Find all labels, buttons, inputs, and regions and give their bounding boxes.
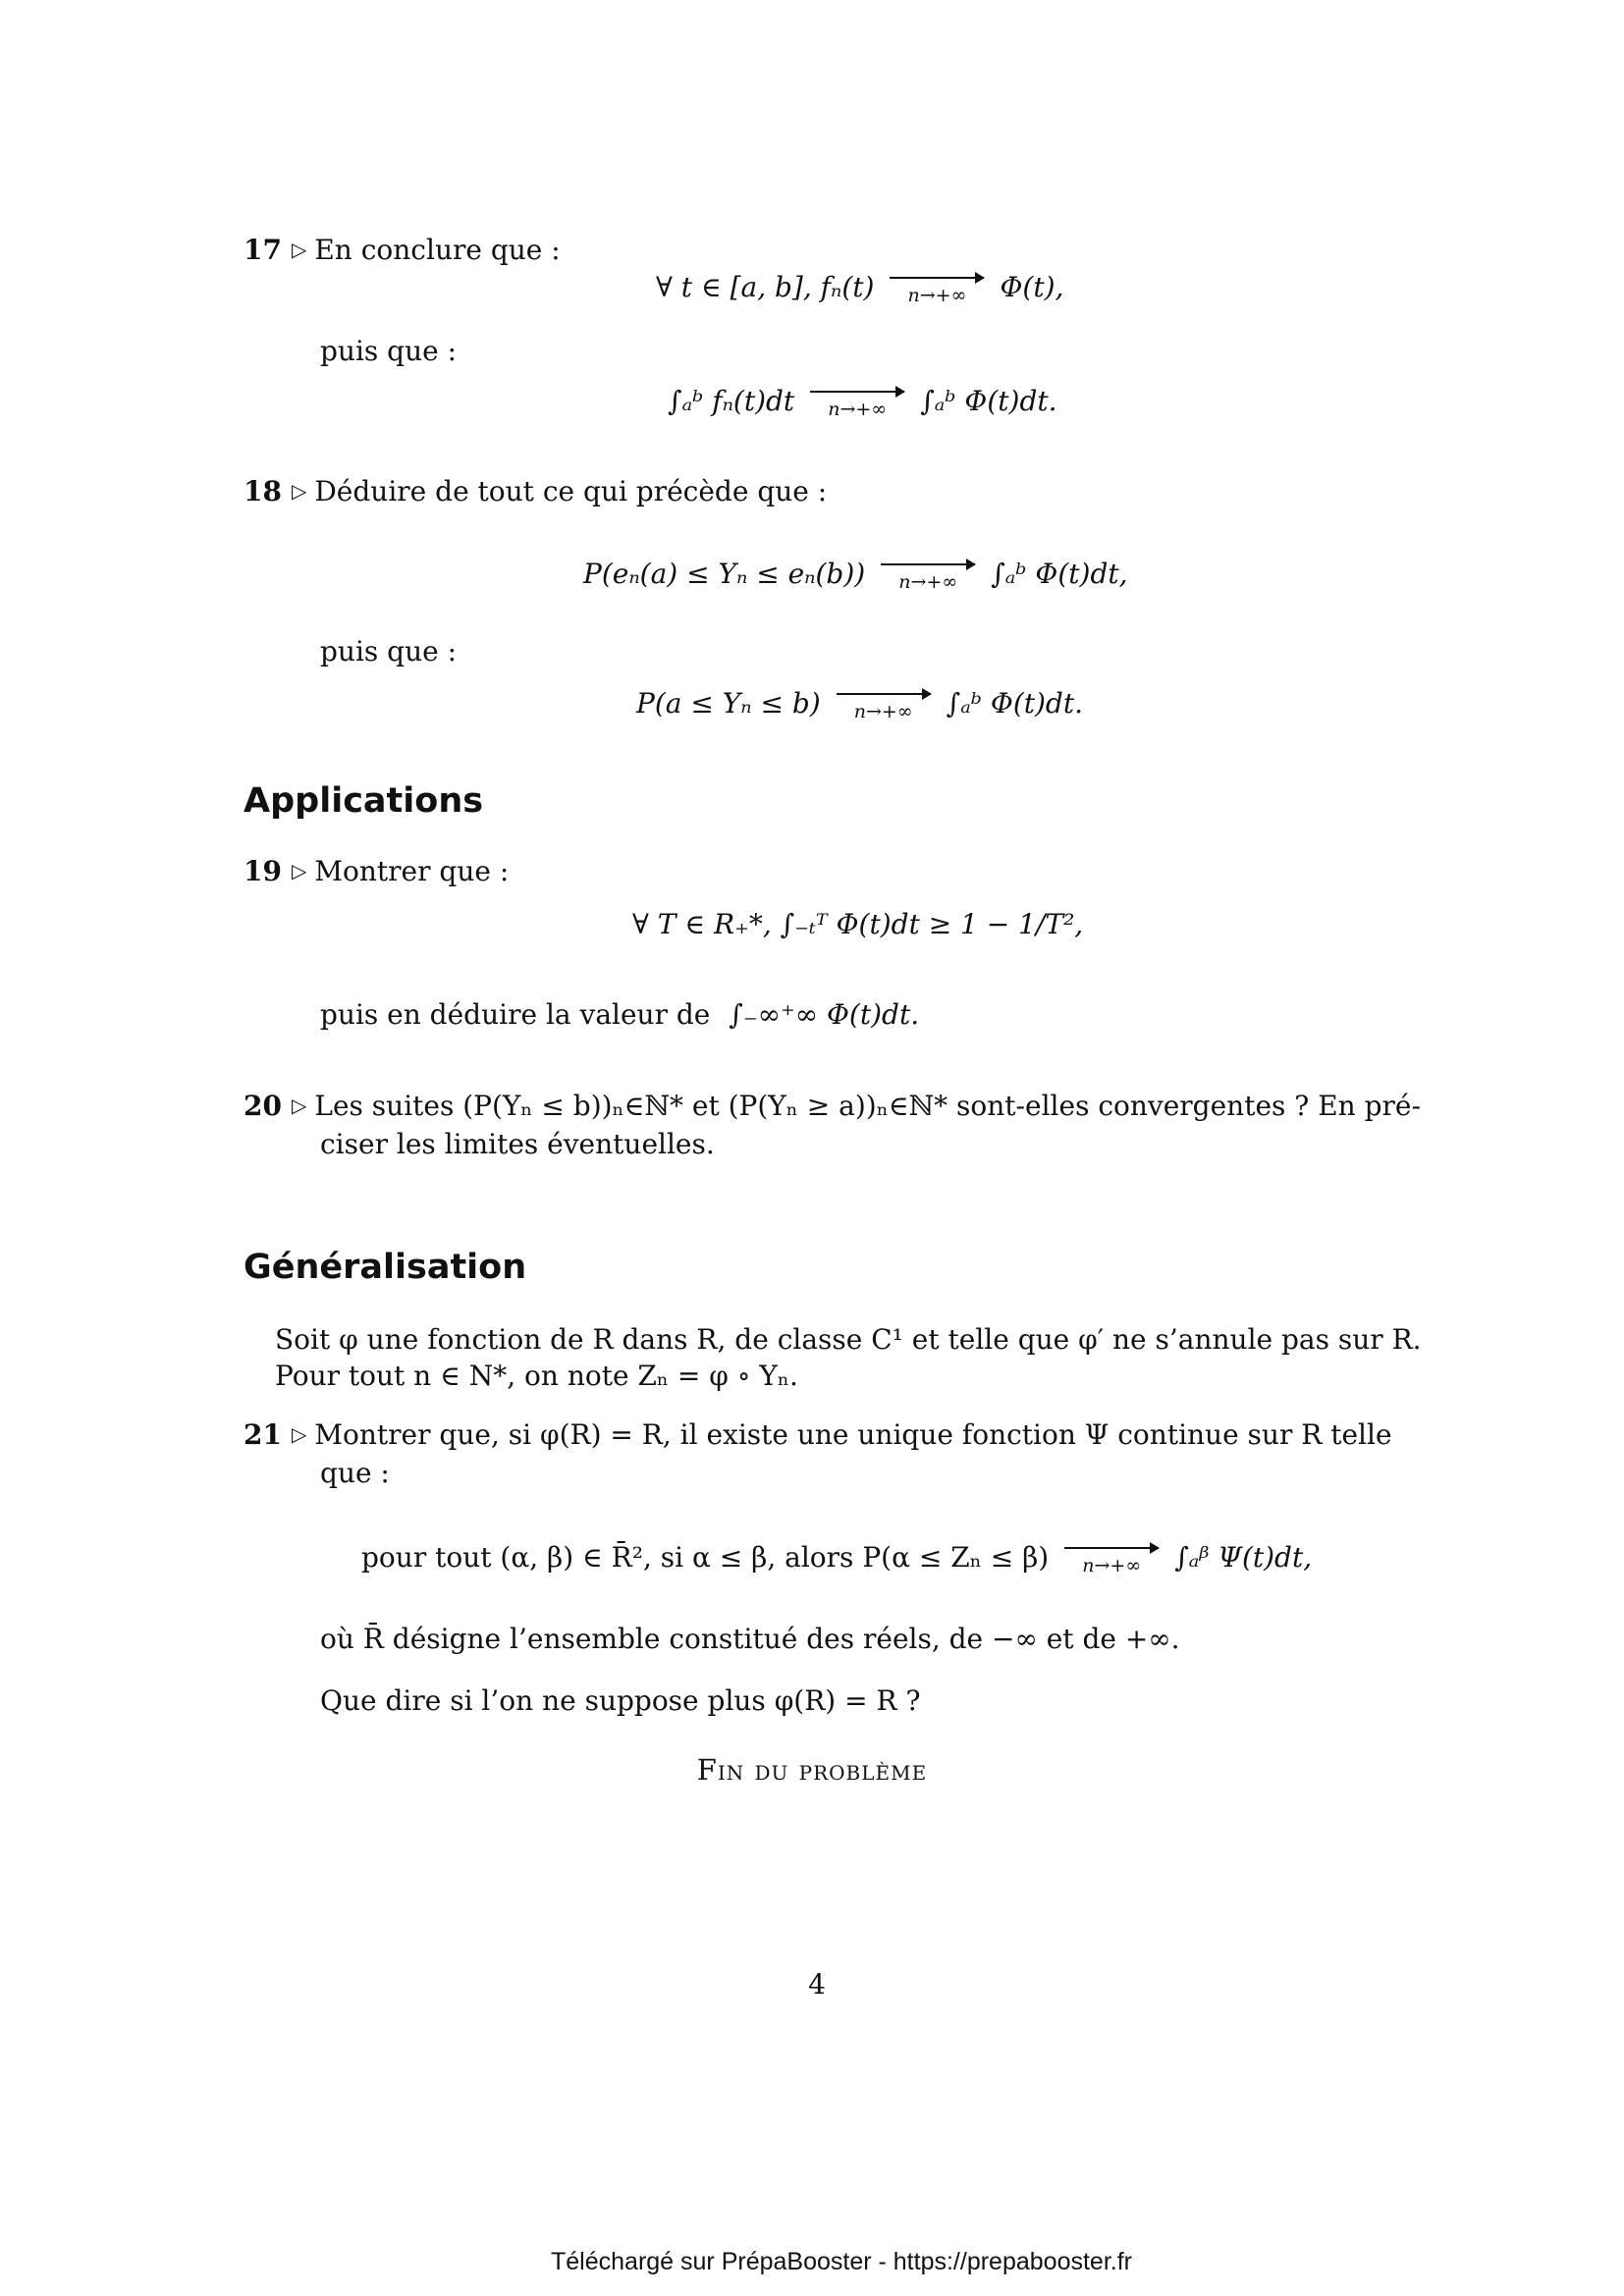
triangle-marker-icon: ▷	[291, 1094, 307, 1117]
question-text: Les suites (P(Yₙ ≤ b))ₙ∈ℕ* et (P(Yₙ ≥ a))ₙ∈ℕ* sont-elles convergentes ? En pré-	[314, 1090, 1421, 1122]
arrow-label: n→+∞	[853, 701, 913, 722]
question-19	[244, 855, 509, 888]
question-text: Montrer que, si φ(R) = R, il existe une unique fonction Ψ continue sur R telle	[314, 1418, 1392, 1451]
footer-download-link[interactable]: Téléchargé sur PrépaBooster - https://prepabooster.fr	[551, 2248, 1132, 2275]
triangle-marker-icon: ▷	[291, 479, 307, 503]
note-text: où R̄ désigne l’ensemble constitué des réels, de −∞ et de +∞.	[320, 1623, 1180, 1655]
formula-17b	[668, 381, 1057, 421]
intro-line-1: Soit φ une fonction de R dans R, de classe C¹ et telle que φ′ ne s’annule pas sur R.	[275, 1323, 1422, 1356]
page-number: 4	[808, 1968, 826, 2001]
then-text: puis que :	[320, 335, 458, 367]
question-18	[244, 475, 827, 508]
question-number: 21	[244, 1418, 282, 1451]
formula-right: ∫ₐᵇ Φ(t)dt,	[991, 557, 1128, 590]
formula-left: P(eₙ(a) ≤ Yₙ ≤ eₙ(b))	[583, 557, 866, 590]
limit-arrow	[890, 267, 984, 307]
section-heading-applications: Applications	[244, 781, 484, 821]
arrow-label: n→+∞	[1082, 1555, 1142, 1576]
formula-17a	[656, 267, 1063, 307]
then-label: puis en déduire la valeur de	[320, 998, 711, 1031]
arrow-label: n→+∞	[907, 285, 967, 306]
triangle-marker-icon: ▷	[291, 859, 307, 882]
question-number: 20	[244, 1090, 282, 1122]
formula-18b	[636, 683, 1083, 723]
question-21	[244, 1418, 1392, 1452]
formula-right: ∫ₐᵝ Ψ(t)dt,	[1174, 1540, 1313, 1574]
integral-formula: ∫₋∞⁺∞ Φ(t)dt.	[729, 998, 920, 1031]
triangle-marker-icon: ▷	[291, 238, 307, 261]
question-20	[244, 1090, 1421, 1123]
formula-left: pour tout (α, β) ∈ R̄², si α ≤ β, alors P(α ≤ Zₙ ≤ β)	[361, 1540, 1050, 1574]
intro-line-2: Pour tout n ∈ N*, on note Zₙ = φ ∘ Yₙ.	[275, 1360, 798, 1392]
formula-19: ∀ T ∈ R₊*, ∫₋ₜᵀ Φ(t)dt ≥ 1 − 1/T²,	[632, 908, 1084, 940]
section-heading-generalisation: Généralisation	[244, 1248, 527, 1287]
question-number: 17	[244, 234, 282, 266]
question-text: Déduire de tout ce qui précède que :	[314, 475, 828, 507]
triangle-marker-icon: ▷	[291, 1422, 307, 1446]
then-text	[320, 998, 919, 1032]
question-text: En conclure que :	[314, 234, 561, 266]
question-number: 18	[244, 475, 282, 507]
question-text-cont: ciser les limites éventuelles.	[320, 1128, 715, 1160]
formula-18a	[583, 554, 1128, 594]
question-text: Montrer que :	[314, 855, 510, 887]
limit-arrow	[810, 381, 904, 421]
formula-left: ∀ t ∈ [a, b], fₙ(t)	[656, 270, 875, 303]
follow-up-question: Que dire si l’on ne suppose plus φ(R) = R ?	[320, 1684, 921, 1717]
question-number: 19	[244, 855, 282, 887]
limit-arrow	[837, 683, 931, 723]
question-text-cont: que :	[320, 1457, 390, 1489]
arrow-label: n→+∞	[898, 571, 958, 593]
limit-arrow	[881, 554, 975, 594]
end-of-problem: Fin du problème	[696, 1753, 928, 1787]
then-text: puis que :	[320, 635, 458, 667]
formula-left: ∫ₐᵇ fₙ(t)dt	[668, 384, 795, 417]
formula-right: Φ(t),	[1000, 270, 1064, 303]
limit-arrow	[1064, 1537, 1159, 1577]
question-17	[244, 234, 561, 267]
formula-left: P(a ≤ Yₙ ≤ b)	[636, 686, 821, 720]
formula-right: ∫ₐᵇ Φ(t)dt.	[920, 384, 1057, 417]
arrow-label: n→+∞	[828, 399, 888, 420]
formula-21	[361, 1537, 1312, 1577]
formula-right: ∫ₐᵇ Φ(t)dt.	[946, 686, 1084, 720]
